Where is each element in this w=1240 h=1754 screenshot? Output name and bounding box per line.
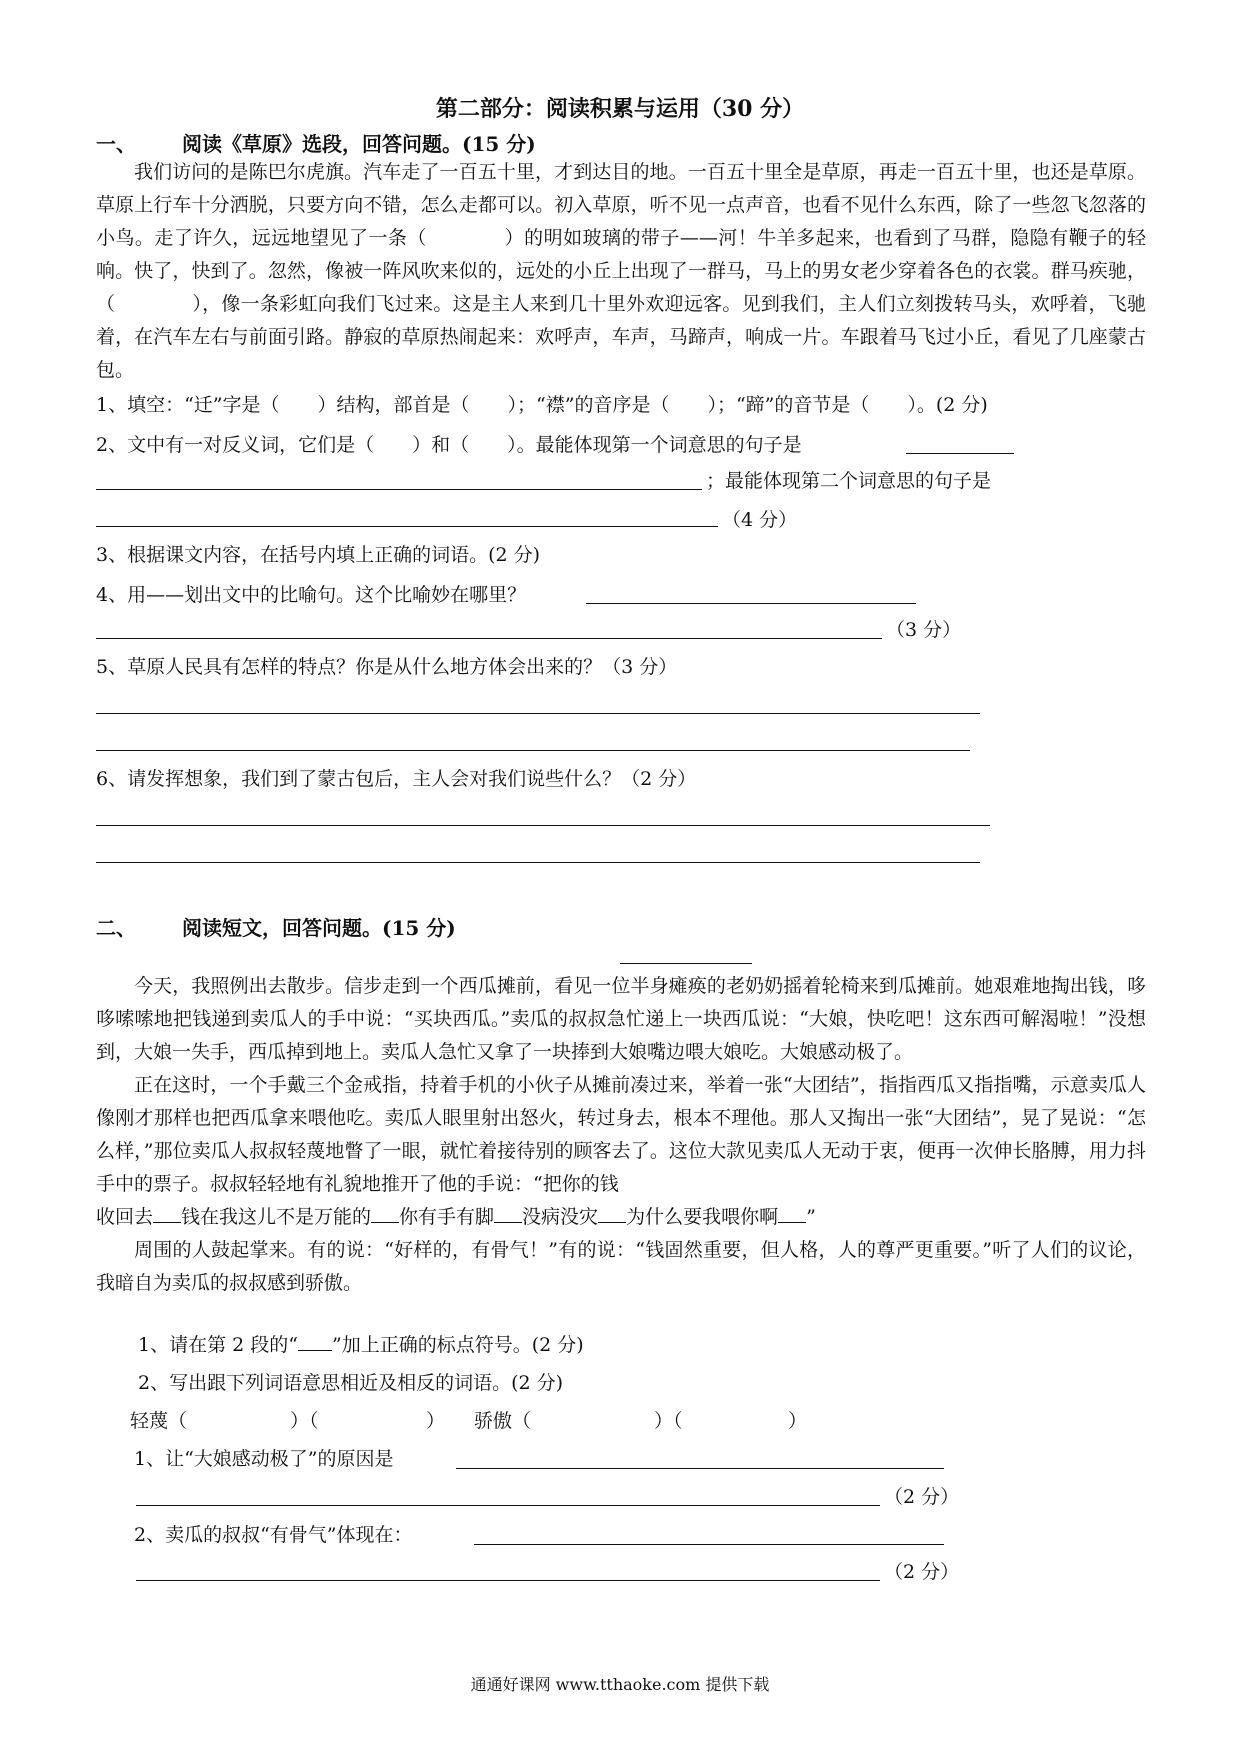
- s1-question-3: 3、根据课文内容，在括号内填上正确的词语。(2 分): [96, 544, 541, 566]
- word-qingmie: 轻蔑（: [130, 1410, 188, 1432]
- bracket: ）: [788, 1410, 808, 1432]
- punctuation-blank[interactable]: [298, 1332, 332, 1351]
- answer-line[interactable]: [96, 489, 702, 490]
- punctuation-blank[interactable]: [371, 1204, 399, 1223]
- answer-line[interactable]: [96, 713, 980, 714]
- s2-question-1: [138, 1330, 584, 1357]
- punctuation-blank[interactable]: [494, 1204, 522, 1223]
- s2-question-3-score: （2 分）: [884, 1486, 960, 1508]
- section1-number: 一、: [96, 132, 136, 156]
- passage-paragraph-2-end: [96, 1201, 1146, 1234]
- answer-line[interactable]: [474, 1544, 944, 1545]
- segment: 收回去: [96, 1206, 154, 1228]
- bracket: ）（: [654, 1410, 683, 1432]
- segment: 钱在我这儿不是万能的: [181, 1206, 372, 1228]
- section1-heading: 阅读《草原》选段，回答问题。(15 分): [182, 132, 536, 156]
- s1-question-5: 5、草原人民具有怎样的特点？你是从什么地方体会出来的？（3 分）: [96, 656, 678, 678]
- answer-line[interactable]: [456, 1468, 944, 1469]
- s2-question-2: 2、写出跟下列词语意思相近及相反的词语。(2 分): [138, 1372, 564, 1394]
- s2-question-4: 2、卖瓜的叔叔“有骨气”体现在：: [134, 1524, 413, 1546]
- answer-line[interactable]: [96, 750, 970, 751]
- s1-question-4-score: （3 分）: [886, 619, 962, 641]
- punctuation-blank[interactable]: [598, 1204, 626, 1223]
- section1-passage: [96, 156, 1146, 387]
- s2-question-4-score: （2 分）: [884, 1561, 960, 1583]
- s1-question-4: 4、用——划出文中的比喻句。这个比喻妙在哪里？: [96, 584, 527, 606]
- punctuation-blank[interactable]: [778, 1204, 806, 1223]
- passage-paragraph-3: 周围的人鼓起掌来。有的说：“好样的，有骨气！”有的说：“钱固然重要，但人格，人的尊严更重要。”听了人们的议论，我暗自为卖瓜的叔叔感到骄傲。: [96, 1239, 1146, 1294]
- title-blank-line[interactable]: [620, 963, 752, 964]
- answer-line[interactable]: [906, 453, 1014, 454]
- footer-credit: 通通好课网 www.tthaoke.com 提供下载: [470, 1675, 770, 1694]
- answer-line[interactable]: [96, 825, 990, 826]
- s1-question-2: 2、文中有一对反义词，它们是（ ）和（ ）。最能体现第一个词意思的句子是: [96, 434, 802, 456]
- bracket: ）: [426, 1410, 446, 1432]
- page-title: 第二部分：阅读积累与运用（30 分）: [435, 96, 805, 122]
- answer-line[interactable]: [136, 1580, 880, 1581]
- s2-question-1-text-end: ”加上正确的标点符号。(2 分): [331, 1334, 584, 1356]
- punctuation-blank[interactable]: [153, 1204, 181, 1223]
- section2-passage: [96, 970, 1146, 1300]
- answer-line[interactable]: [96, 638, 882, 639]
- answer-line[interactable]: [96, 526, 718, 527]
- s2-question-3: 1、让“大娘感动极了”的原因是: [134, 1448, 394, 1470]
- passage-paragraph-2: 正在这时，一个手戴三个金戒指，持着手机的小伙子从摊前凑过来，举着一张“大团结”，指指西瓜又指指嘴，示意卖瓜人像刚才那样也把西瓜拿来喂他吃。卖瓜人眼里射出怒火，转过身去，根本不理他。那人又掏出一张“大团结”，晃了晃说：“怎么样，”那位卖瓜人叔叔轻蔑地瞥了一眼，就忙着接待别的顾客去了。这位大款见卖瓜人无动于衷，便再一次伸长胳膊，用力抖手中的票子。叔叔轻轻地有礼貌地推开了他的手说：“把你的钱: [96, 1074, 1146, 1195]
- s1-question-6: 6、请发挥想象，我们到了蒙古包后，主人会对我们说些什么？（2 分）: [96, 768, 697, 790]
- word-jiaoao: 骄傲（: [474, 1410, 532, 1432]
- answer-line[interactable]: [586, 603, 916, 604]
- segment: ”: [806, 1206, 816, 1228]
- answer-line[interactable]: [96, 862, 980, 863]
- s1-question-1: 1、填空：“迁”字是（ ）结构，部首是（ ）；“襟”的音序是（ ）；“蹄”的音节是（ ）。(2 分): [96, 394, 988, 416]
- segment: 没病没灾: [522, 1206, 599, 1228]
- s1-question-2-score: （4 分）: [722, 509, 798, 531]
- answer-line[interactable]: [136, 1505, 880, 1506]
- passage-paragraph-1: 今天，我照例出去散步。信步走到一个西瓜摊前，看见一位半身瘫痪的老奶奶摇着轮椅来到瓜摊前。她艰难地掏出钱，哆哆嗦嗦地把钱递到卖瓜人的手中说：“买块西瓜。”卖瓜的叔叔急忙递上一块西瓜说：“大娘，快吃吧！这东西可解渴啦！”没想到，大娘一失手，西瓜掉到地上。卖瓜人急忙又拿了一块捧到大娘嘴边喂大娘吃。大娘感动极了。: [96, 975, 1146, 1063]
- section2-heading: 阅读短文，回答问题。(15 分): [182, 916, 456, 940]
- segment: 你有手有脚: [399, 1206, 495, 1228]
- bracket: ）（: [290, 1410, 319, 1432]
- segment: 为什么要我喂你啊: [626, 1206, 779, 1228]
- section2-number: 二、: [96, 916, 136, 940]
- s1-question-2-second: ；最能体现第二个词意思的句子是: [706, 470, 992, 492]
- s2-question-1-text: 1、请在第 2 段的“: [138, 1334, 298, 1356]
- passage-paragraph: 我们访问的是陈巴尔虎旗。汽车走了一百五十里，才到达目的地。一百五十里全是草原，再走一百五十里，也还是草原。草原上行车十分洒脱，只要方向不错，怎么走都可以。初入草原，听不见一点声音，也看不见什么东西，除了一些忽飞忽落的小鸟。走了许久，远远地望见了一条（ ）的明如玻璃的带子——河！牛羊多起来，也看到了马群，隐隐有鞭子的轻响。快了，快到了。忽然，像被一阵风吹来似的，远处的小丘上出现了一群马，马上的男女老少穿着各色的衣裳。群马疾驰，（ ），像一条彩虹向我们飞过来。这是主人来到几十里外欢迎远客。见到我们，主人们立刻拨转马头，欢呼着，飞驰着，在汽车左右与前面引路。静寂的草原热闹起来：欢呼声，车声，马蹄声，响成一片。车跟着马飞过小丘，看见了几座蒙古包。: [96, 161, 1146, 381]
